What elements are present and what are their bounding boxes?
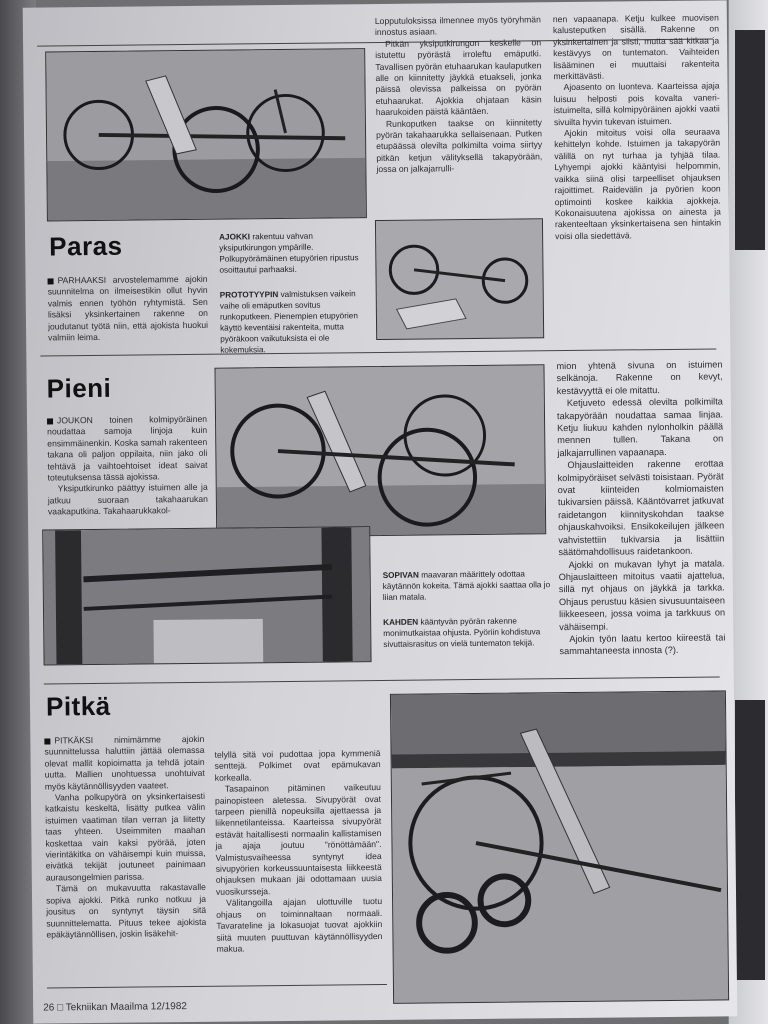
photo-paras-prototype [375, 218, 544, 340]
bullet-square-icon [48, 278, 54, 284]
article-column-top [375, 14, 543, 175]
paragraph: Vanha polkupyörä on yksinkertaisesti katkaistu keskeltä, lisätty putkea välin istuimen vaatiman tilan verran ja liitetty taas yhteen. Useimmiten maahan koskettaa vain kaksi pyörää, joten vierintäkitka on vähäisempi kuin muissa, eivätkä tekijät joutuneet painimaan aurausongelmien parissa. [45, 790, 206, 883]
paras-intro [48, 274, 209, 344]
page-number: 26 [43, 1002, 55, 1014]
page-footer [43, 1001, 187, 1014]
pieni-column-right [556, 358, 725, 657]
caption-text: valmistuksen vaikein vaihe oli emäputken sovitus runkoputkeen. Pienempien etupyörien käyttö keventäisi rakenteita, mutta pyöräkoon vaikutuksista ei ole kokemuksia. [219, 289, 358, 355]
magazine-issue: Tekniikan Maailma 12/1982 [65, 1001, 187, 1014]
section-title-pitka: Pitkä [45, 690, 111, 722]
caption-lead: SOPIVAN [382, 570, 419, 580]
paragraph: toinen kolmipyöräinen noudattaa samoja linjoja kuin ensimmäinenkin. Koska samah rakenteen takana oli paljon oppilaita, niin jako oli tehtävä ja vaihtoehtoiset ideat saivat toteutuksensa tässä ajokissa. [47, 413, 208, 483]
caption-text: rakentuu vahvan yksiputkirungon ympärille. Polkupyörämäinen etupyörien ripustus osoittautui parhaaksi. [219, 231, 359, 275]
pitka-column-middle [214, 748, 382, 955]
magazine-page [23, 0, 738, 1023]
divider [44, 676, 720, 684]
footer-separator: □ [57, 1002, 64, 1014]
next-page-photo [735, 30, 765, 250]
paragraph: Pitkän yksiputkirungon keskelle on istutettu pyörästä irroleftu emäputki. Tavallisen pyörän etuhaarukan kaulaputken alle on kiinnitetty jäykkä etuakseli, jonka päissä olevissa palkeissa on pyörän etuhaarukat. Ajokkia ohjataan käsin haarukoiden päistä kääntäen. [375, 37, 542, 118]
bullet-square-icon [44, 738, 50, 744]
paragraph: Tasapainon pitäminen vaikeutuu painopisteen aletessa. Sivupyörät ovat tarpeen pienillä nopeuksilla ajettaessa ja liikennetilanteissa. Kaarteissa sivupyörät estävät haitallisesti normaalin kallistamisen ja ajaja joutuu "rönöttämään". Valmistusvaiheessa syntynyt idea sivupyörien korkeussuuntaisesta liikkeestä ohjauksen mukaan jäi odottamaan uusia vuosikursseja. [214, 782, 382, 897]
paras-body-text: arvostelemamme ajokin suunnitelma on ilmeisestikin ollut hyvin valmis ennen työhön ryhtymistä. Sen lisäksi yksinkertainen rakenne on joudutanut työtä niin, että ajokista huokui valmiin leima. [47, 273, 209, 343]
paragraph: Välitangoilla ajajan ulottuville tuotu ohjaus on toiminnaltaan normaali. Tavarateline ja lokasuojat tuovat ajokkiin siitä muuten puuttuvan käytännöllisyyden makua. [216, 896, 383, 954]
pitka-column-left [44, 734, 206, 941]
photo-paras-trike [45, 48, 367, 221]
photo-pieni-trike [214, 364, 546, 537]
paragraph: Ketjuveto edessä olevilta polkimilta takapyörään noudattaa samaa linjaa. Ketju liukuu kahden nylonholkin päällä mennen tullen. Takana on jalkajarrullinen vapaanapa. [556, 396, 724, 458]
paragraph: Ajokki on mukavan lyhyt ja matala. Ohjauslaitteen mitoitus vaatii ajattelua, sillä nyt ohjaus on jäykkä ja tarkka. Ohjaus perustuu käsien sivusuuntaiseen liikkeeseen, jossa voima ja tarkkuus on vähäisempi. [558, 557, 726, 632]
paragraph: Runkoputken taakse on kiinnitetty pyörän takahaarukka sellaisenaan. Putken etupäässä olevilta polkimilta voima siirtyy pitkän ketjun välityksellä takapyörään, jossa on jalkajarrulli- [376, 116, 543, 175]
article-column-right-top [553, 12, 721, 242]
caption-text: kääntyvän pyörän rakenne monimutkaistaa ohjusta. Pyöriin kohdistuva sivuttaisrasitus on vielä tuntematon tekijä. [383, 616, 541, 649]
lead-word: PITKÄKSI [54, 735, 94, 746]
caption [383, 615, 551, 650]
caption-lead: PROTOTYYPIN [219, 290, 279, 300]
pieni-intro [47, 414, 208, 518]
paragraph: Ajokin mitoitus voisi olla seuraava kehittelyn kohde. Istuimen ja takapyörän välillä on nyt turhaa ja tyhjää tilaa. Lyhyempi ajokki kääntyisi helpommin, vaikka siinä olisi tarpeelliset ohjauksen rajoittimet. Raidevälin ja pyörien koon optimointi koskee kaikkia ajokkeja. Kokonaisuutena ajokissa on ainesta ja rakenteeltaan yksinkertaisena sen hintakin voisi olla siedettävä. [554, 126, 722, 241]
photo-pieni-steering [42, 526, 371, 665]
caption [383, 568, 551, 603]
paragraph: Ajoasento on luonteva. Kaarteissa ajaja luisuu helposti pois kovalta vaneri-istuimelta, sillä kolmipyöräinen ajokki vaatii sivuilta hyvin tukevan istuimen. [553, 80, 720, 127]
pieni-captions [383, 568, 552, 664]
section-title-paras: Paras [49, 230, 123, 262]
paragraph: mion yhtenä sivuna on istuimen selkänoja. Rakenne on kevyt, kestävyyttä ei ole mitattu. [556, 359, 723, 396]
paragraph: nen vapaanapa. Ketju kulkee muovisen kalusteputken sisällä. Rakenne on yksinkertainen ja siisti, mutta sää kitkaa ja kestävyys on tuntematon. Vaihteiden lisääminen ei muuttaisi rakenteita merkittävästi. [552, 12, 720, 82]
section-title-pieni: Pieni [46, 372, 112, 404]
paragraph: Tämä on mukavuutta rakastavalle sopiva ajokki. Pitkä runko notkuu ja jousitus on syntynyt täysin sitä suunnittelematta. Pituus tekee ajokista epäkäytännöllisen, joskin lisäkehit- [45, 882, 207, 940]
caption-text: maavaran määrittely odottaa käytännön kokeita. Tämä ajokki saattaa olla jo liian matala. [382, 569, 551, 602]
lead-word: JOUKON [56, 415, 93, 426]
paragraph: Ohjauslaitteiden rakenne erottaa kolmipyöräiset selvästi toisistaan. Pyörät ovat kiinteiden kolmiomaisten tukivarsien päissä. Kääntövarret jatkuvat raidetangon kiinnityskohdan taakse ohjauskahvoiksi. Ensikokeilujen jälkeen vahvistettiin tukivarsia ja lisättiin säätömahdollisuus raidetankoon. [557, 458, 725, 558]
caption [219, 230, 369, 276]
divider [47, 984, 387, 989]
next-page-photo [735, 700, 765, 980]
lead-word: PARHAAKSI [57, 274, 107, 286]
divider [40, 348, 716, 356]
caption-lead: KAHDEN [383, 617, 419, 627]
paragraph: nimimämme ajokin suunnittelussa haluttiin jättää olemassa olevat mallit kopioimatta ja tehdä jotain uutta. Mallien unohtuessa unohtuivat myös käytännöllisyyden vaateet. [44, 733, 205, 792]
caption-lead: AJOKKI [219, 232, 251, 242]
bullet-square-icon [47, 418, 53, 424]
caption [220, 288, 371, 356]
paras-captions [219, 230, 370, 370]
paragraph: Yksiputkirunko päättyy istuimen alle ja jatkuu suoraan takahaarukan vaakaputkina. Takahaarukkakol- [47, 482, 208, 517]
paragraph: Lopputuloksissa ilmennee myös työryhmän innostus asiaan. [374, 14, 541, 38]
paragraph: Ajokin työn laatu kertoo kiireestä tai sammahtaneesta innosta (?). [559, 632, 726, 657]
paragraph: telyllä sitä voi pudottaa jopa kymmeniä senttejä. Polkimet ovat epämukavan korkealla. [214, 748, 381, 783]
photo-pitka-recumbent [390, 690, 729, 1004]
